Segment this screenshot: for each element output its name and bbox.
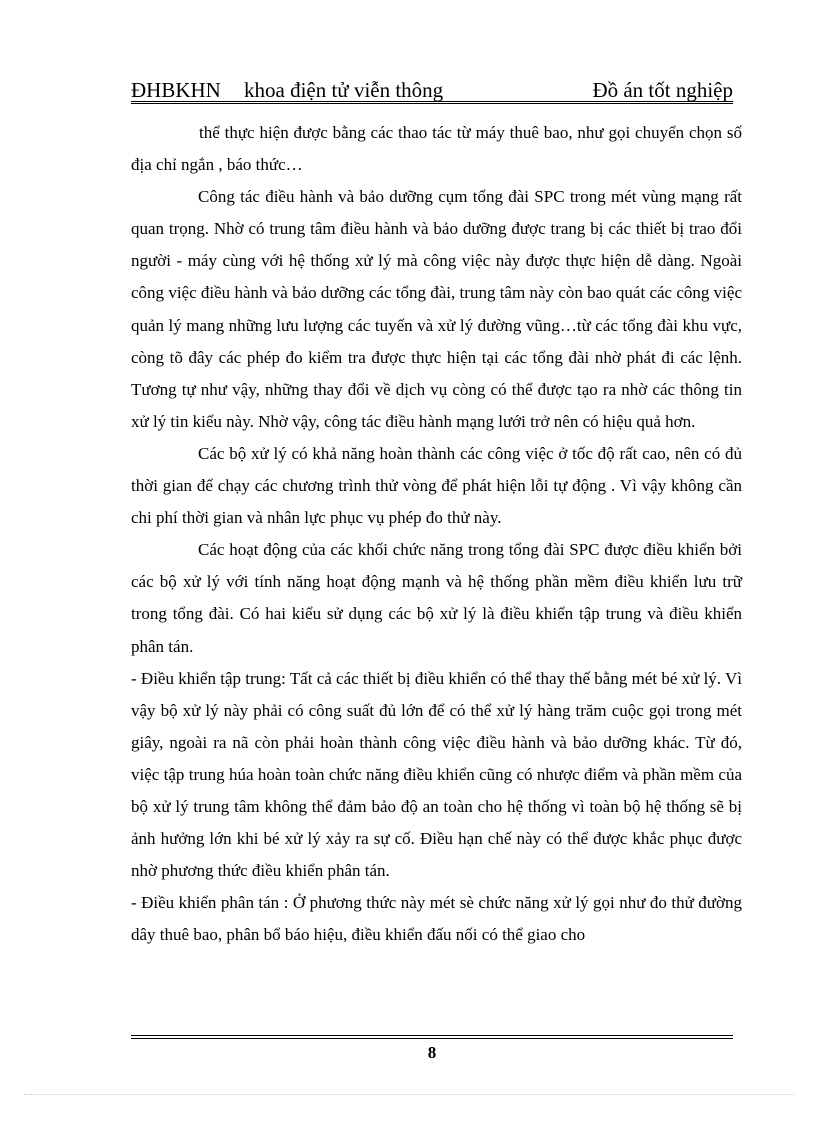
body-text: [131, 117, 742, 951]
page-edge-border: [24, 1094, 794, 1095]
header-rule-bottom: [131, 103, 733, 104]
paragraph-continuation: thể thực hiện được bằng các thao tác từ máy thuê bao, như gọi chuyển chọn số địa chỉ ngắn , báo thức…: [131, 123, 742, 175]
paragraph-distributed-control: - Điều khiển phân tán : Ở phương thức này mét sè chức năng xử lý gọi như đo thử đường dây thuê bao, phân bổ báo hiệu, điều khiển đấu nối có thể giao cho: [131, 893, 742, 945]
footer-rule-bottom: [131, 1038, 733, 1039]
header-university: ĐHBKHN: [131, 78, 221, 102]
footer-rule-top: [131, 1035, 733, 1036]
header-document-type: Đồ án tốt nghiệp: [592, 78, 733, 102]
header-rule-top: [131, 101, 733, 102]
paragraph-centralized-control: - Điều khiển tập trung: Tất cả các thiết bị điều khiển có thể thay thế bằng mét bé xử lý. Vì vậy bộ xử lý này phải có công suất đủ lớn để có thể xử lý hàng trăm cuộc gọi trong mét giây, ngoài ra nã còn phải hoàn thành công việc điều hành và bảo dưỡng khác. Từ đó, việc tập trung húa hoàn toàn chức năng điều khiển cũng có nhược điểm và phần mềm của bộ xử lý trung tâm không thể đảm bảo độ an toàn cho hệ thống vì toàn bộ hệ thống sẽ bị ảnh hưởng lớn khi bé xử lý xảy ra sự cố. Điều hạn chế này có thể được khắc phục được nhờ phương thức điều khiển phân tán.: [131, 668, 742, 881]
paragraph-processors: Các bộ xử lý có khả năng hoàn thành các công việc ở tốc độ rất cao, nên có đủ thời gian để chạy các chương trình thử vòng để phát hiện lỗi tự động . Vì vậy không cần chi phí thời gian và nhân lực phục vụ phép đo thử này.: [131, 443, 742, 528]
paragraph-control-types: Các hoạt động của các khối chức năng trong tổng đài SPC được điều khiển bởi các bộ xử lý với tính năng hoạt động mạnh và hệ thống phần mềm điều khiển lưu trữ trong tổng đài. Có hai kiểu sử dụng các bộ xử lý là điều khiển tập trung và điều khiển phân tán.: [131, 540, 742, 656]
header-faculty: khoa điện tử viễn thông: [244, 78, 444, 102]
page-number: 8: [427, 1043, 437, 1062]
page-header: [131, 76, 733, 104]
paragraph-maintenance: Công tác điều hành và bảo dưỡng cụm tổng đài SPC trong mét vùng mạng rất quan trọng. Nhờ có trung tâm điều hành và bảo dưỡng được trang bị các thiết bị trao đổi người - máy cùng với hệ thống xử lý mà công việc này được thực hiện dễ dàng. Ngoài công việc điều hành và bảo dưỡng các tổng đài, trung tâm này còn bao quát các công việc quản lý mang những lưu lượng các tuyến và xử lý đường vũng…từ các tổng đài khu vực, còng tõ đây các phép đo kiểm tra được thực hiện tại các tổng đài nhờ phát đi các lệnh. Tương tự như vậy, những thay đổi về dịch vụ còng có thể được tạo ra nhờ các thông tin xử lý tin kiểu này. Nhờ vậy, công tác điều hành mạng lưới trở nên có hiệu quả hơn.: [131, 187, 742, 431]
